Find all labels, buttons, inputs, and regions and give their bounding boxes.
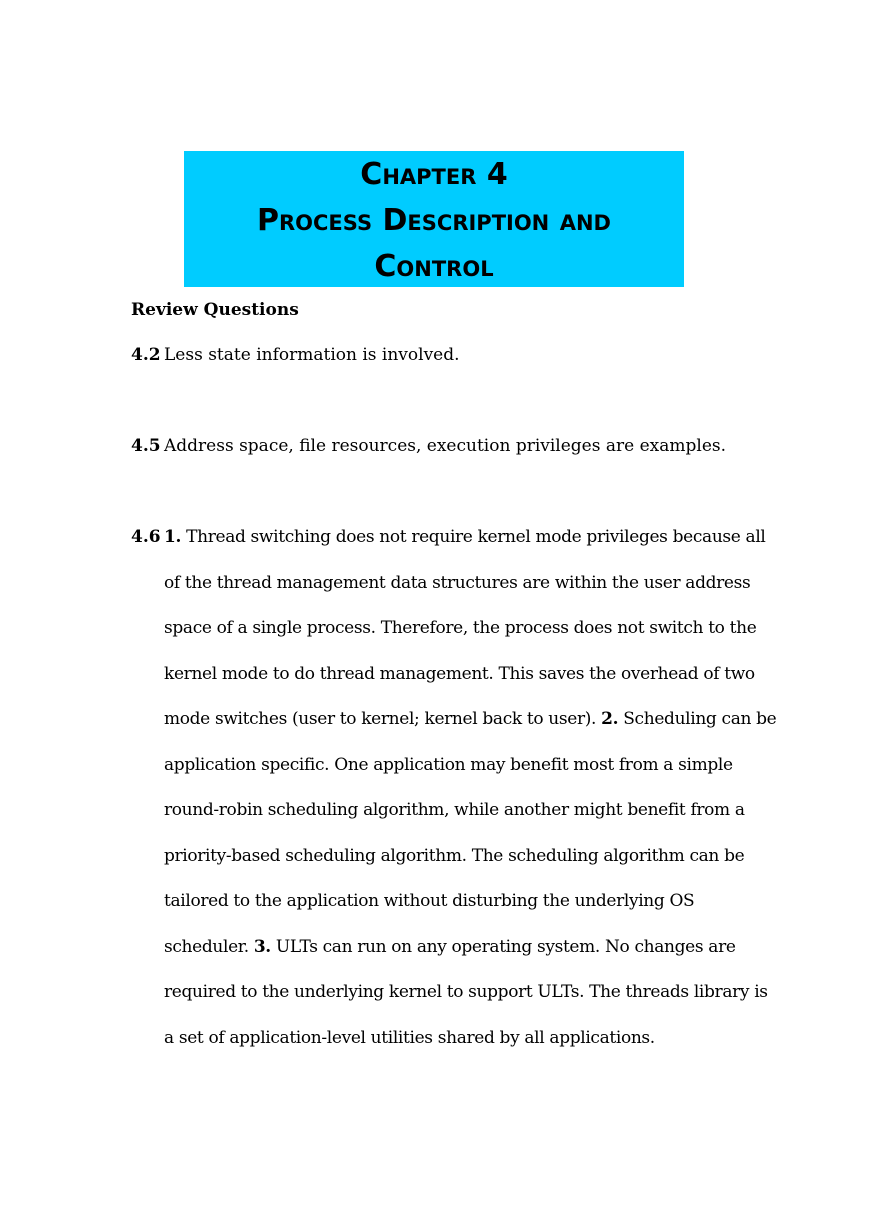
chapter-title-box [184,151,684,287]
answer-4-6-line-6: application specific. One application may benefit most from a simple [164,755,733,775]
answer-4-6-line-7: round-robin scheduling algorithm, while another might benefit from a [164,800,745,820]
answer-4-6-line-9: tailored to the application without disturbing the underlying OS [164,891,695,911]
answer-text: mode switches (user to kernel; kernel back to user). [164,709,602,729]
answer-text: Scheduling can be [618,709,777,729]
answer-4-6-line-2: of the thread management data structures are within the user address [164,573,751,593]
chapter-number: Chapter 4 [360,157,508,192]
answer-4-6-line-12: a set of application-level utilities shared by all applications. [164,1028,655,1048]
chapter-title-line-2: Control [374,249,494,284]
question-number-4-2: 4.2 [131,345,161,365]
answer-4-2: Less state information is involved. [164,345,460,365]
answer-4-6-line-3: space of a single process. Therefore, the process does not switch to the [164,618,757,638]
answer-text: Thread switching does not require kernel mode privileges because all [181,527,766,547]
answer-text: ULTs can run on any operating system. No changes are [270,937,736,957]
chapter-title-line-1: Process Description and [257,203,611,238]
answer-4-6-line-8: priority-based scheduling algorithm. The scheduling algorithm can be [164,846,745,866]
answer-4-5: Address space, file resources, execution privileges are examples. [164,436,727,456]
question-number-4-6: 4.6 [131,527,161,547]
answer-4-6-line-1 [164,525,766,549]
answer-4-6-line-10 [164,935,736,959]
question-number-4-5: 4.5 [131,436,161,456]
answer-text: scheduler. [164,937,254,957]
answer-point-2: 2. [601,709,619,729]
answer-point-1: 1. [164,527,182,547]
answer-4-6-line-11: required to the underlying kernel to support ULTs. The threads library is [164,982,768,1002]
section-heading: Review Questions [131,300,299,320]
answer-4-6-line-5 [164,707,776,731]
answer-point-3: 3. [253,937,271,957]
answer-4-6-line-4: kernel mode to do thread management. This saves the overhead of two [164,664,755,684]
